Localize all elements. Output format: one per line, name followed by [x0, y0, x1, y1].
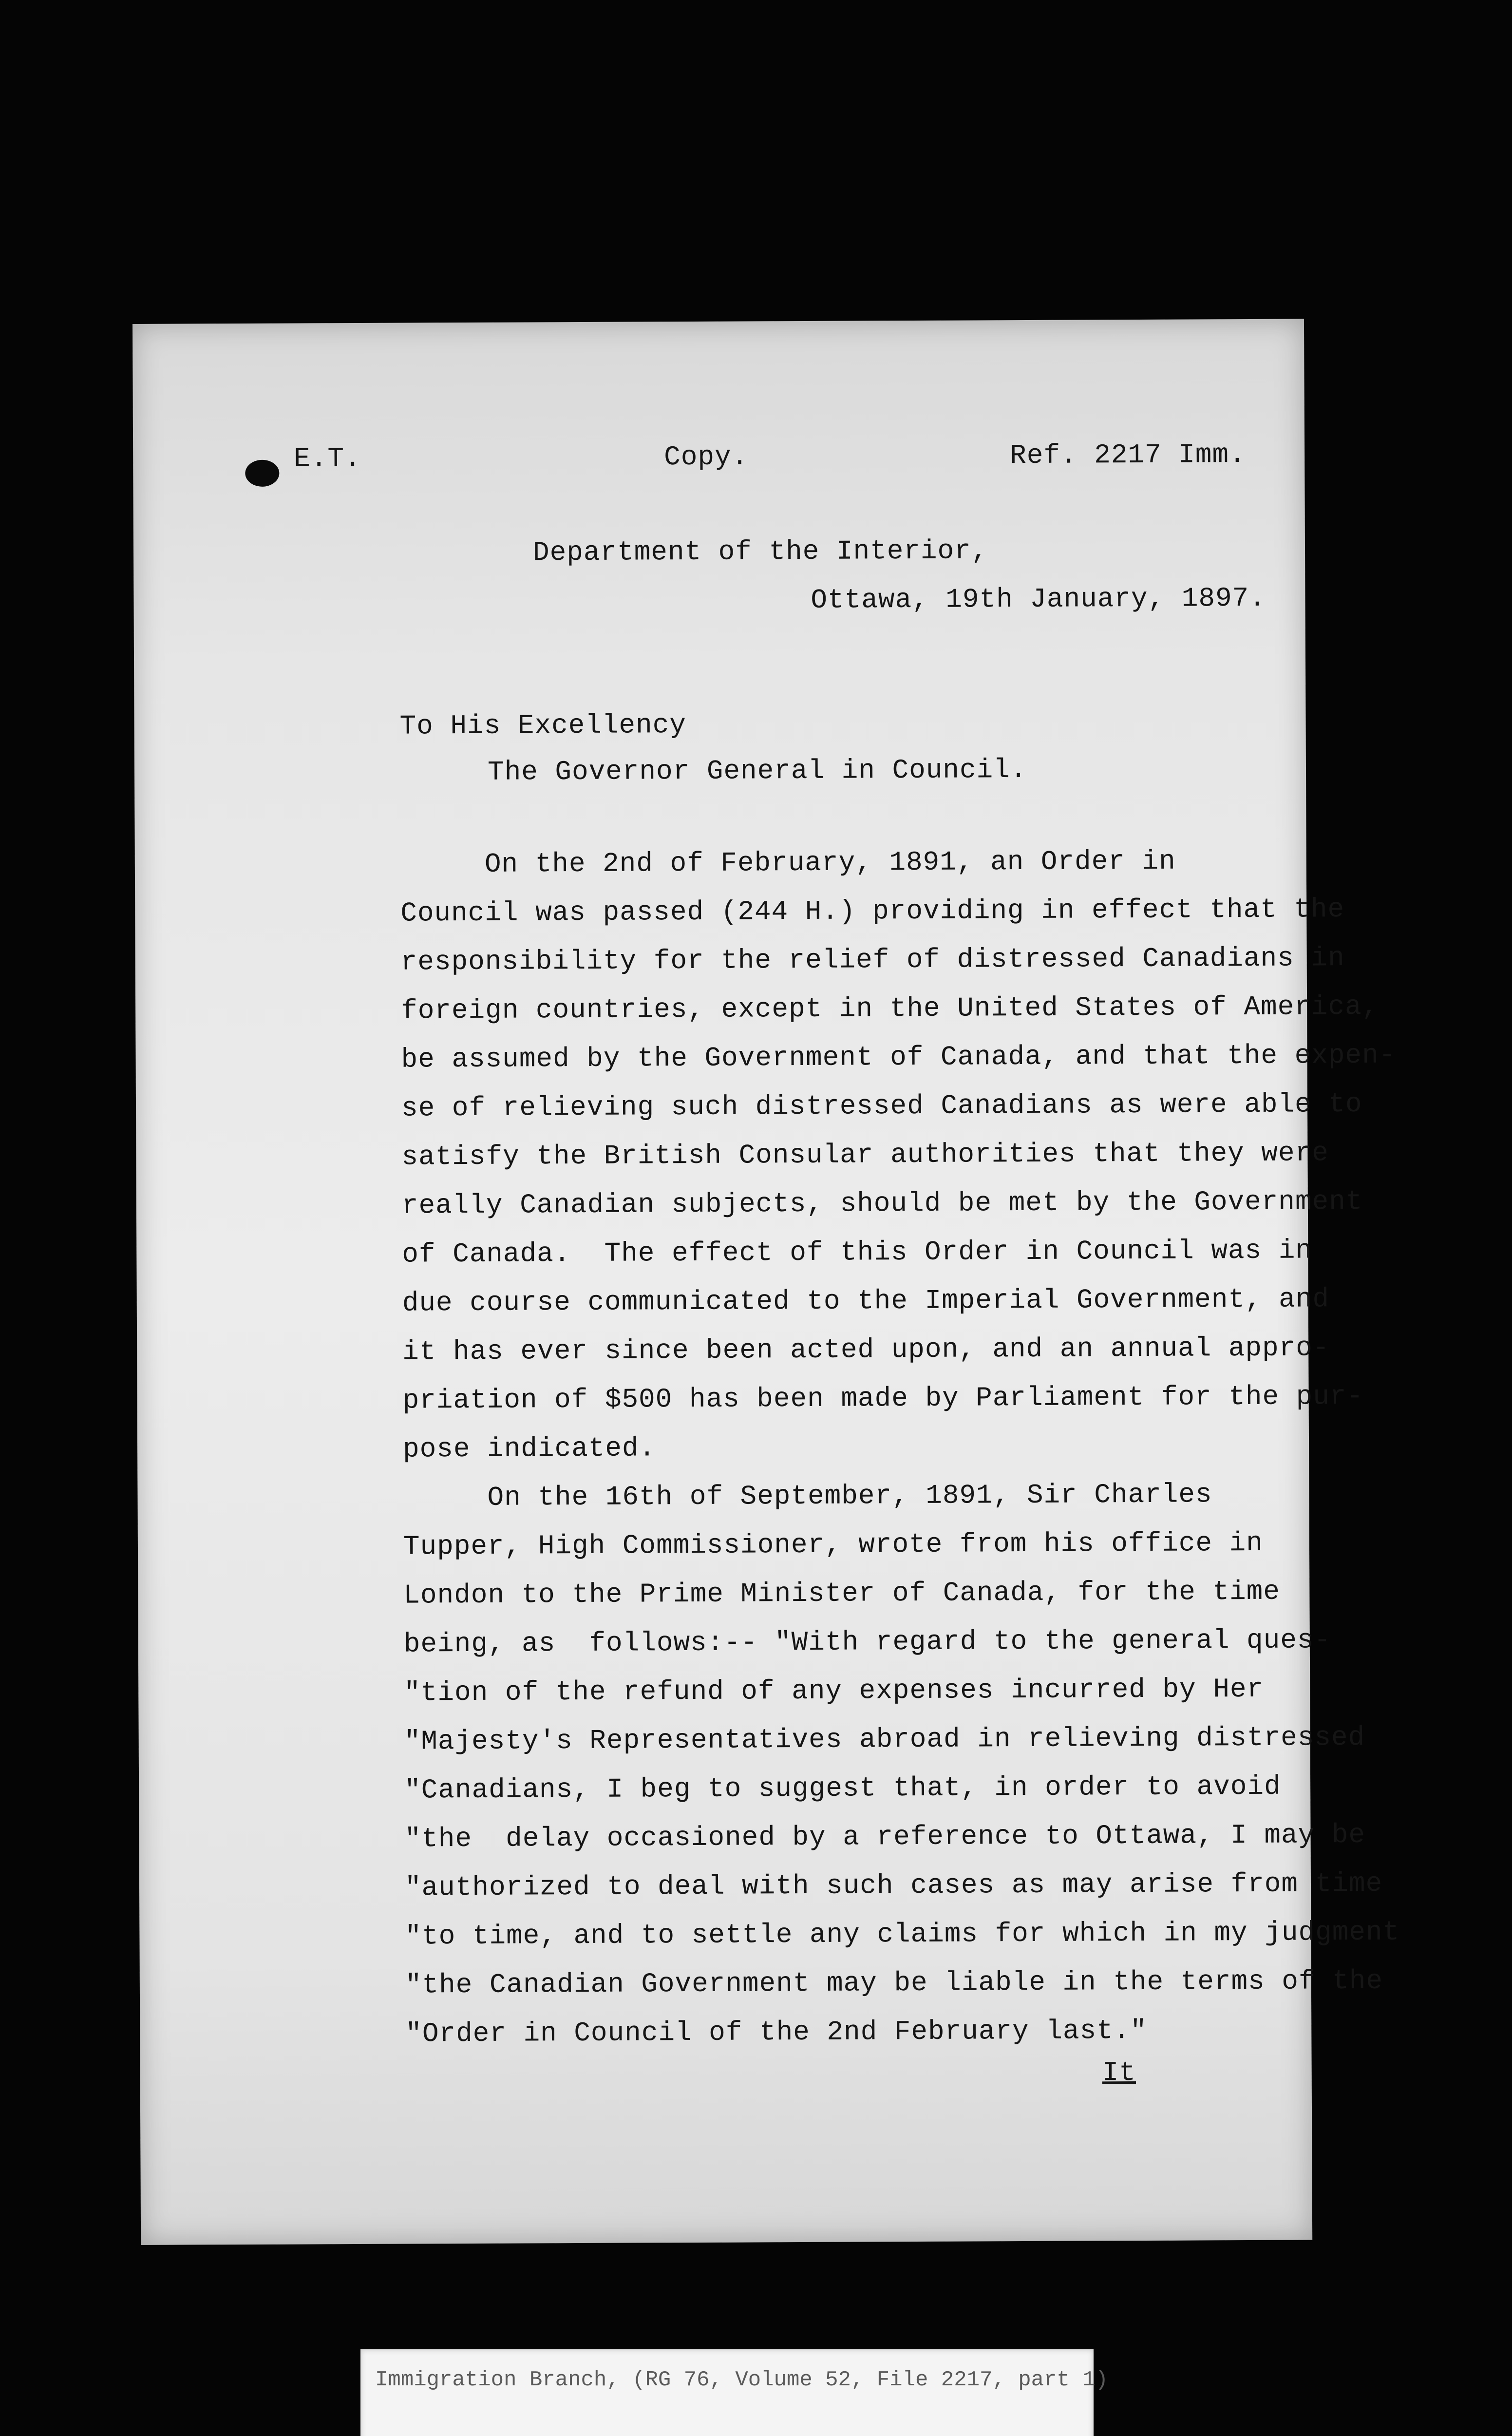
body-line: Council was passed (244 H.) providing in effect that the — [400, 894, 1345, 929]
body-line: "Order in Council of the 2nd February last." — [405, 2015, 1148, 2050]
reference-slip — [360, 2349, 1109, 2436]
body-line: priation of $500 has been made by Parliament for the pur- — [402, 1380, 1364, 1416]
body-line: "tion of the refund of any expenses incurred by Her — [404, 1673, 1264, 1709]
addressee-line-2: The Governor General in Council. — [487, 754, 1027, 788]
body-line: "Majesty's Representatives abroad in relieving distressed — [404, 1721, 1365, 1757]
body-line: due course communicated to the Imperial Government, and — [402, 1283, 1330, 1319]
body-line: "Canadians, I beg to suggest that, in order to avoid — [404, 1770, 1281, 1806]
body-line: "the Canadian Government may be liable in the terms of the — [405, 1965, 1383, 2001]
body-line: of Canada. The effect of this Order in Council was in — [402, 1235, 1313, 1270]
body-line: being, as follows:-- "With regard to the general ques- — [403, 1624, 1331, 1660]
catchword: It — [1102, 2057, 1136, 2089]
letter-date: Ottawa, 19th January, 1897. — [811, 582, 1266, 616]
body-line: it has ever since been acted upon, and an annual appro- — [402, 1332, 1330, 1368]
body-line: On the 2nd of February, 1891, an Order in — [400, 845, 1176, 880]
letter-page — [132, 319, 1400, 2245]
body-line: On the 16th of September, 1891, Sir Charles — [403, 1479, 1212, 1514]
body-line: foreign countries, except in the United States of America, — [401, 990, 1379, 1027]
body-line: Tupper, High Commissioner, wrote from his office in — [403, 1527, 1263, 1562]
body-line: satisfy the British Consular authorities that they were — [401, 1137, 1329, 1173]
department-heading: Department of the Interior, — [532, 535, 988, 569]
body-line: really Canadian subjects, should be met by the Government — [401, 1185, 1363, 1221]
letter-body — [400, 845, 1400, 2067]
body-line: "the delay occasioned by a reference to Ottawa, I may be — [404, 1819, 1366, 1855]
body-line: se of relieving such distressed Canadians as were able to — [401, 1088, 1362, 1124]
addressee-line-1: To His Excellency — [399, 709, 687, 742]
file-initials: E.T. — [294, 442, 361, 475]
archival-reference: Immigration Branch, (RG 76, Volume 52, File 2217, part 1) — [375, 2368, 1109, 2392]
body-line: pose indicated. — [402, 1432, 656, 1465]
body-line: London to the Prime Minister of Canada, for the time — [403, 1576, 1280, 1611]
copy-label: Copy. — [664, 441, 749, 473]
body-line: "authorized to deal with such cases as may arise from time — [404, 1867, 1383, 1903]
body-line: responsibility for the relief of distressed Canadians in — [400, 942, 1345, 978]
punch-hole — [245, 460, 279, 487]
body-line: "to time, and to settle any claims for which in my judgment — [405, 1916, 1400, 1952]
body-line: be assumed by the Government of Canada, and that the expen- — [401, 1039, 1396, 1075]
reference-number: Ref. 2217 Imm. — [1010, 439, 1246, 472]
